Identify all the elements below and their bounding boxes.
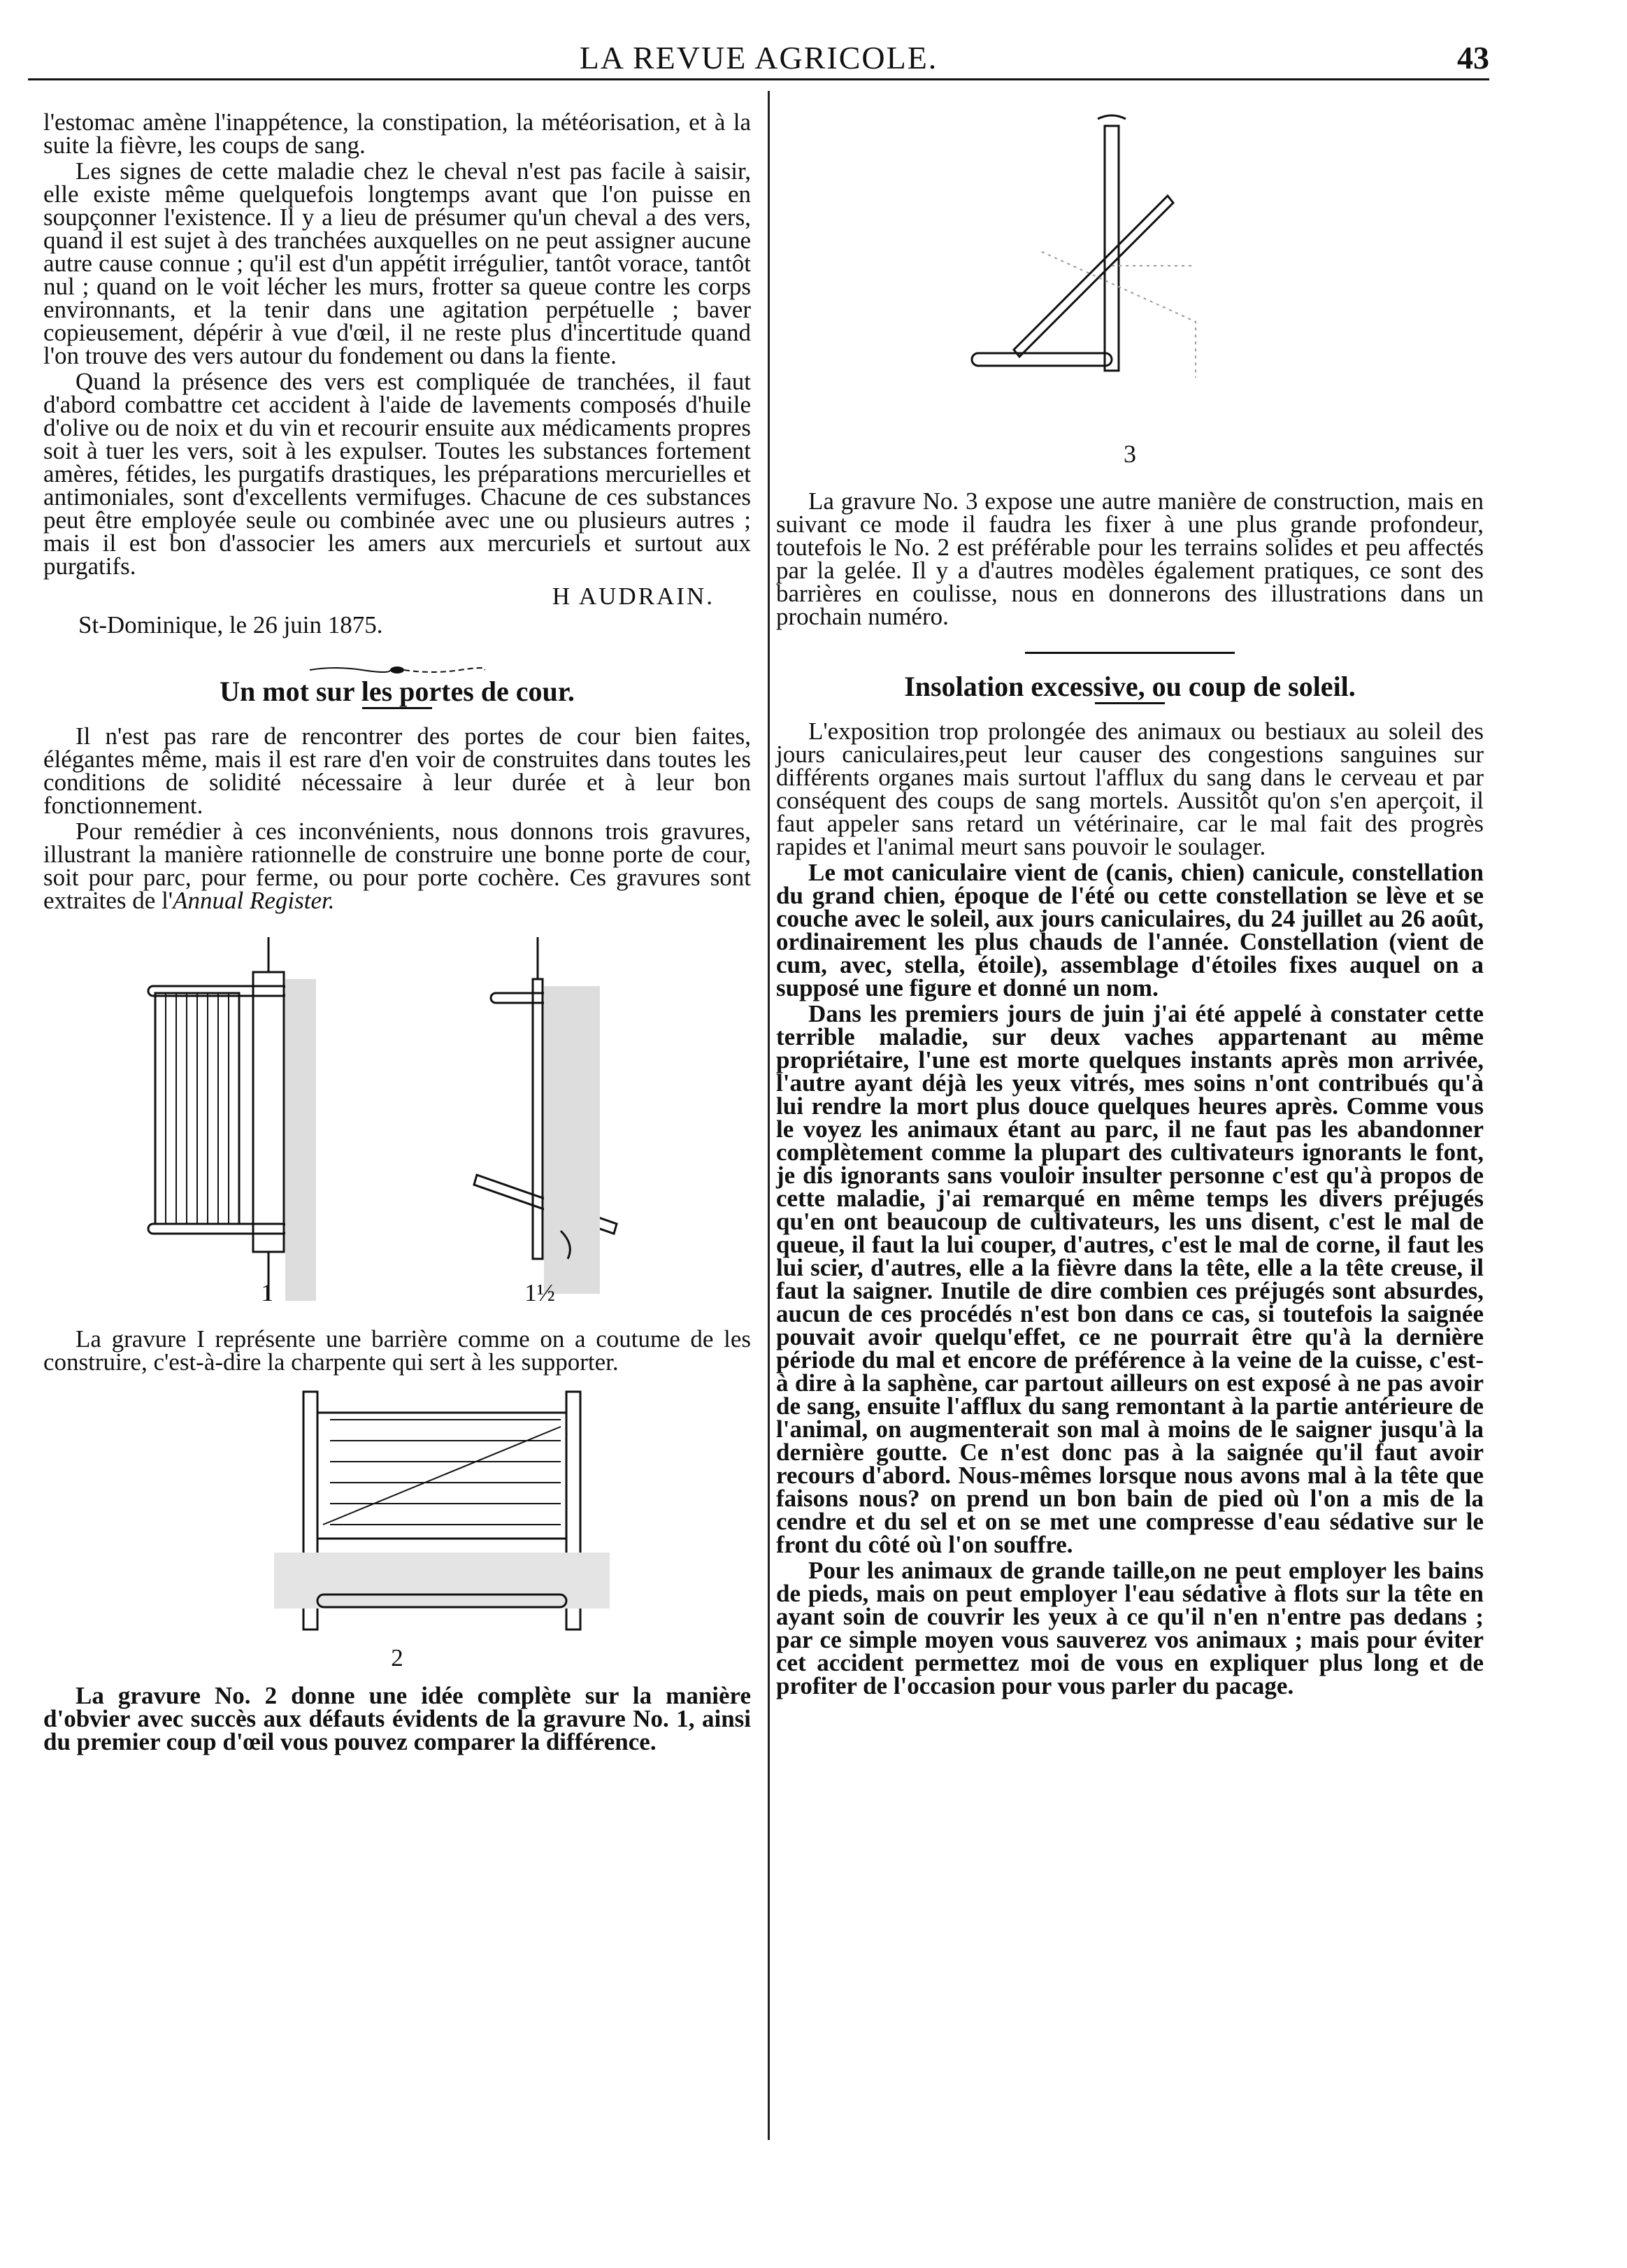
paragraph-text: Pour remédier à ces inconvénients, nous donnons trois gravures, illustrant la manière rationnelle de construire une bonne porte de cour, soit pour parc, pour ferme, ou pour porte cochère. Ces gravures sont extraites de l'	[43, 818, 751, 914]
gate-figure-3-illustration	[776, 112, 1484, 448]
title-rule	[362, 707, 432, 709]
paragraph: Le mot caniculaire vient de (canis, chien) canicule, constellation du grand chien, époque de l'été ou cette constellation se lève et se couche avec le soleil, aux jours caniculaires, du 24 juillet au 26 août, ordinairement les plus chauds de l'année. Constellation (vient de cum, avec, stella, étoile), assemblage d'étoiles fixes auquel on a supposé une figure et donné un nom.	[776, 859, 1484, 1001]
left-column	[43, 110, 751, 1756]
figure-2-label: 2	[391, 1644, 403, 1671]
page-header	[28, 29, 1489, 80]
journal-title: LA REVUE AGRICOLE.	[579, 40, 938, 76]
figure-1-label: 1	[261, 1279, 273, 1306]
paragraph: l'estomac amène l'inappétence, la constipation, la météorisation, et à la suite la fièvre, les coups de sang.	[43, 108, 751, 159]
source-title: Annual Register.	[173, 887, 335, 914]
paragraph: Quand la présence des vers est compliquée de tranchées, il faut d'abord combattre cet accident à l'aide de lavements composés d'huile d'olive ou de noix et du vin et recourir ensuite aux médicaments propres soit à tuer les vers, soit à les expulser. Toutes les substances fortement amères, fétides, les purgatifs drastiques, les préparations mercurielles et antimoniales, sont d'excellents vermifuges. Chacune de ces substances peut être employée seule ou combinée avec une ou plusieurs autres ; mais il est bon d'associer les amers aux mercuriels et surtout aux purgatifs.	[43, 368, 751, 580]
right-column	[776, 487, 1484, 1700]
figure-1-row	[43, 923, 751, 1322]
figure-2	[43, 1385, 751, 1678]
gate-figure-1-illustration	[43, 923, 751, 1322]
page-number: 43	[1457, 40, 1489, 76]
author-signature: H AUDRAIN.	[552, 583, 715, 610]
paragraph: Il n'est pas rare de rencontrer des portes de cour bien faites, élégantes même, mais il est rare d'en voir de construites dans toutes les conditions de solidité nécessaire à leur durée et à leur bon fonctionnement.	[43, 722, 751, 819]
section-title: Insolation excessive, ou coup de soleil.	[904, 671, 1356, 702]
dateline: St-Dominique, le 26 juin 1875.	[78, 611, 383, 639]
gate-figure-2-illustration	[43, 1385, 751, 1650]
paragraph: Les signes de cette maladie chez le cheval n'est pas facile à saisir, elle existe même quelquefois longtemps avant que l'on puisse en soupçonner l'existence. Il y a lieu de présumer qu'un cheval a des vers, quand il est sujet à des tranchées auxquelles on ne peut assigner aucune autre cause connue ; qu'il est d'un appétit irrégulier, tantôt vorace, tantôt nul ; quand on le voit lécher les murs, frotter sa queue contre les corps environnants, et la tenir dans une agitation perpétuelle ; baver copieusement, dépérir à vue d'œil, il ne reste plus d'incertitude quand l'on trouve des vers autour du fondement ou dans la fiente.	[43, 157, 751, 369]
ornament-divider	[43, 656, 751, 670]
paragraph: Dans les premiers jours de juin j'ai été appelé à constater cette terrible maladie, sur deux vaches appartenant au même propriétaire, l'une est morte quelques instants après mon arrivée, l'autre ayant déjà les yeux vitrés, mes soins n'ont contribués qu'à lui rendre la mort plus douce quelques heures après. Comme vous le voyez les animaux étant au parc, il ne faut pas les abandonner complètement comme la plupart des cultivateurs ignorants le font, je dis ignorants sans vouloir insulter personne c'est qu'à propos de cette maladie, j'ai remarqué en même temps les divers préjugés qu'en ont beaucoup de cultivateurs, les uns disent, c'est le mal de queue, il faut la lui couper, d'autres, c'est le mal de corne, il faut les lui scier, d'autres, elle a la fièvre dans la tête, elle a la tête creuse, il faut la saigner. Inutile de dire combien ces préjugés sont absurdes, aucun de ces procédés n'est bon dans ce cas, si toutefois la saignée pouvait avoir quelqu'effet, ce ne pourrait être qu'à la dernière période du mal et encore de préférence à la veine de la cuisse, c'est-à dire à la saphène, car partout ailleurs on est exposé à ne pas avoir de sang, ensuite l'afflux du sang remontant à la partie antérieure de l'animal, on augmenterait son mal à moins de le saigner jusqu'à la dernière goutte. Ce n'est donc pas à la saignée qu'il faut avoir recours d'abord. Nous-mêmes lorsque nous avons mal à la tête que faisons nous? on prend un bon bain de pied où l'on a mis de la cendre et du sel et on se met une compresse d'eau sédative sur le front du côté où l'on souffre.	[776, 1000, 1484, 1558]
figure-2-caption: La gravure No. 2 donne une idée complète sur la manière d'obvier avec succès aux défauts évidents de la gravure No. 1, ainsi du premier coup d'œil vous pouvez comparer la différence.	[43, 1682, 751, 1755]
section-title: Un mot sur les portes de cour.	[220, 676, 575, 707]
section-rule	[1025, 652, 1235, 654]
figure-3-label: 3	[1124, 440, 1136, 468]
figure-1-caption: La gravure I représente une barrière comme on a coutume de les construire, c'est-à-dire la charpente qui sert à les supporter.	[43, 1325, 751, 1376]
figure-3-caption: La gravure No. 3 expose une autre manière de construction, mais en suivant ce mode il faudra les fixer à une plus grande profondeur, toutefois le No. 2 est préférable pour les terrains solides et peu affectés par la gelée. Il y a d'autres modèles également pratiques, ce sont des barrières en coulisse, nous en donnerons des illustrations dans un prochain numéro.	[776, 487, 1484, 630]
paragraph: L'exposition trop prolongée des animaux ou bestiaux au soleil des jours caniculaires,peut leur causer des congestions sanguines sur différents organes mais surtout l'afflux du sang dans le cerveau et par conséquent des coups de sang mortels. Aussitôt qu'on s'en aperçoit, il faut appeler sans retard un vétérinaire, car le mal fait des progrès rapides et l'animal meurt sans pouvoir le soulager.	[776, 718, 1484, 860]
column-divider	[768, 91, 770, 2140]
figure-3	[776, 112, 1484, 490]
title-rule	[1095, 702, 1165, 704]
figure-1b-label: 1½	[524, 1279, 555, 1306]
paragraph: Pour les animaux de grande taille,on ne peut employer les bains de pieds, mais on peut employer l'eau sédative à flots sur la tête en ayant soin de couvrir les yeux à ce qu'il n'en n'entre pas dedans ; par ce simple moyen vous sauverez vos animaux ; mais pour éviter cet accident permettez moi de vous en expliquer plus long et de profiter de l'occasion pour vous parler du pacage.	[776, 1557, 1484, 1699]
paragraph	[43, 820, 751, 912]
